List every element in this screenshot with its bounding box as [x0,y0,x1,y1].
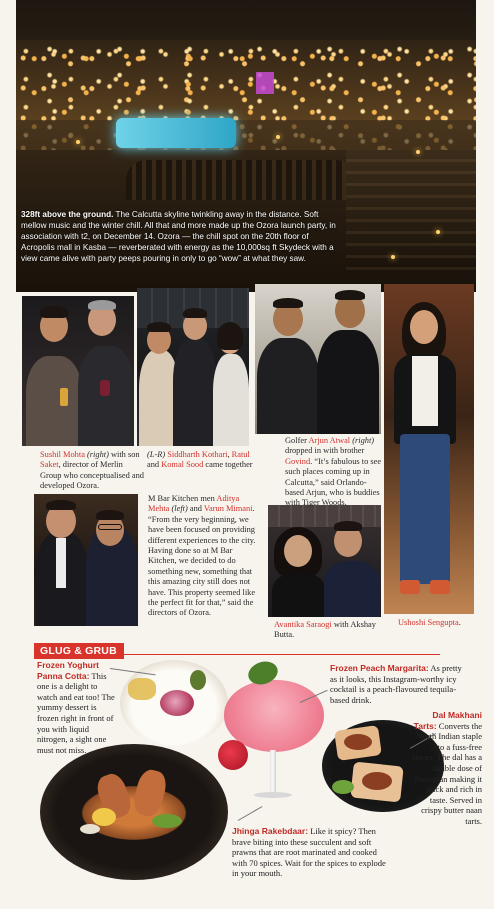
caption-name: Govind [285,456,311,466]
hero-caption-lead: 328ft above the ground. [21,210,114,219]
caption-name: Ratul [231,450,250,459]
caption-ushoshi [398,618,478,628]
leader-line [238,806,263,821]
photo-siddharth-ratul-komal [137,288,249,446]
food-desc: Converts the North Indian staple into a fuss-free starter. The dal has a double dose of Parmesan making it thick and rich in taste. Served in crispy butter naan tarts. [412,720,482,826]
deck-railing [346,150,476,270]
caption-text: dropped in with brother [285,446,365,456]
photo-arjun-govind [255,284,381,434]
caption-mbar-kitchen [148,494,256,619]
food-title: Dal Makhani Tarts: [413,710,482,731]
lamp-light [436,230,440,234]
photo-avantika-akshay [268,505,381,617]
caption-text: Golfer [285,436,309,445]
caption-text: . [458,618,461,627]
panna-cotta-plate [120,660,228,746]
caption-text: M Bar Kitchen men [148,494,217,503]
caption-name: Aditya Mehta [148,494,240,514]
photo-ushoshi [384,284,474,614]
caption-text: . “It’s fabulous to see such places coming up in Calcutta,” said Orlando-based Arjun, who is buddies with Tiger Woods. [285,456,382,508]
caption-text: and [147,460,162,470]
caption-name: Avantika Saraogi [274,620,332,629]
caption-siddharth-ratul-komal [147,450,255,471]
lamp-light [276,135,280,139]
jhinga-bowl [40,744,228,880]
food-desc: This one is a delight to watch and eat too! The yummy dessert is frozen right in front of you with liquid nitrogen, a sight one must not miss. [37,670,115,755]
food-desc: Like it spicy? Then brave biting into these succulent and soft prawns that are root marinated and cooked with 70 spices. Wait for the spices to explode in your mouth. [232,826,386,879]
food-desc: As pretty as it looks, this Instagram-worthy icy cocktail is a peach-flavoured tequila-based drink. [330,663,462,705]
food-jhinga-rakebdaar [232,826,388,879]
margarita-glass [218,680,330,800]
caption-text: with son [108,450,140,459]
caption-name: Saket [40,460,59,470]
lamp-light [391,255,395,259]
food-title: Frozen Yoghurt Panna Cotta: [37,660,100,681]
section-title: GLUG & GRUB [34,643,124,659]
caption-note: (right) [350,436,375,445]
caption-name: Arjun Atwal [308,436,351,445]
caption-note: (L-R) [147,450,168,459]
food-title: Frozen Peach Margarita: [330,663,429,673]
caption-text: , director of Merlin Group who conceptualised and developed Ozora. [40,460,144,491]
caption-name: Varun Mimani [203,504,253,514]
purple-lit-building [256,72,274,94]
food-title: Jhinga Rakebdaar: [232,826,309,836]
caption-note: (right) [84,450,109,459]
food-dal-makhani-tarts [410,710,482,827]
caption-name: Sushil Mohta [40,450,85,459]
caption-text: , [227,450,232,459]
lit-bar-counter [116,118,236,148]
caption-text: with Akshay Butta. [274,620,376,640]
party-crowd [126,160,356,200]
photo-aditya-varun [34,494,138,626]
hero-caption [16,207,346,268]
hero-skydeck-photo [16,0,476,292]
caption-name: Siddharth Kothari [167,450,228,459]
lamp-light [76,140,80,144]
caption-name: Ushoshi Sengupta [398,618,459,627]
caption-note: (left) [169,504,188,514]
caption-arjun-govind [285,436,383,509]
caption-text: came together [203,460,253,470]
caption-name: Komal Sood [161,460,204,470]
caption-sushil-saket [40,450,144,492]
lamp-light [416,150,420,154]
caption-text: . “From the very beginning, we have been focused on providing different experiences to the city. Having done so at M Bar Kitchen, we decided to do something new, something that this amazing city still does not have. This property seemed like the perfect fit for that,” said the directors of Ozora. [148,504,256,618]
caption-text: and [187,504,204,514]
food-peach-margarita [330,663,468,705]
food-panna-cotta [37,660,115,755]
hero-caption-body: The Calcutta skyline twinkling away in the distance. Soft mellow music and the winter chill. All that and more made up the Ozora launch party, in association with t2, on December 14. Ozora — the chill spot on the 20th floor of Acropolis mall in Kasba — reverberated with energy as the 10,000sq ft Skydeck with a view came alive with party peeps pouring in only to go “wow” at what they saw. [21,210,336,263]
photo-sushil-saket [22,296,134,446]
caption-avantika-akshay [274,620,378,641]
